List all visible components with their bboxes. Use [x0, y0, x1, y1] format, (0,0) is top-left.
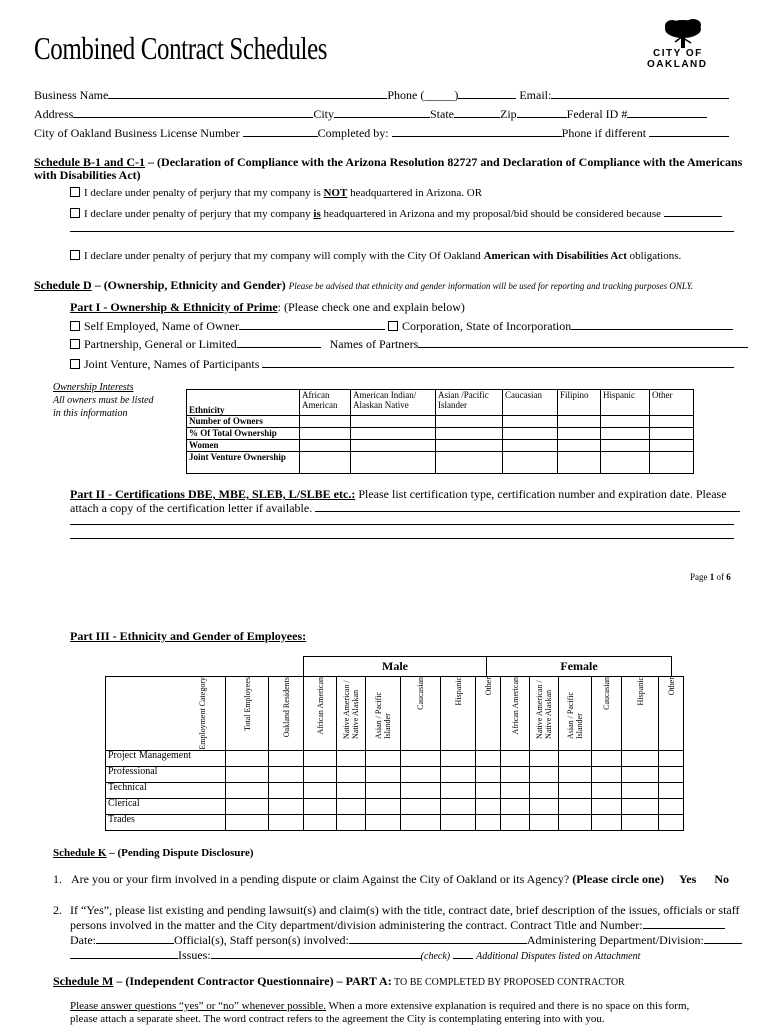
table-row — [187, 428, 694, 440]
table-cell[interactable] — [226, 766, 269, 782]
yes-option[interactable]: Yes — [678, 872, 697, 886]
logo-line1: CITY OF — [653, 48, 703, 59]
table-cell[interactable] — [304, 798, 337, 814]
schedule-b-option1 — [70, 187, 482, 199]
phone-diff-label: Phone if different — [561, 126, 647, 140]
officials-field[interactable] — [349, 933, 527, 944]
option3-text-em: American with Disabilities Act — [483, 250, 627, 262]
self-employed-label: Self Employed, Name of Owner — [84, 319, 239, 333]
row-label: Women — [187, 440, 300, 452]
phone-label: Phone (_____) — [387, 88, 459, 102]
gender-header-box — [303, 656, 672, 677]
table-cell[interactable] — [501, 814, 530, 830]
col-text: Native American / Native Alaskan — [535, 680, 553, 739]
part2-heading: Part II - Certifications DBE, MBE, SLEB, L/SLBE etc.: — [70, 487, 356, 501]
option3-checkbox[interactable] — [70, 250, 80, 260]
table-cell[interactable] — [226, 782, 269, 798]
table-cell[interactable] — [650, 428, 694, 440]
table-row — [187, 440, 694, 452]
issues-label: Issues: — [178, 948, 211, 962]
row-label: Clerical — [106, 798, 226, 814]
table-cell[interactable] — [622, 814, 659, 830]
schedule-m-instr1: Please answer questions “yes” or “no” whenever possible. — [70, 1000, 326, 1012]
table-cell[interactable] — [401, 814, 441, 830]
col-header — [501, 677, 530, 751]
col-text: Caucasian — [602, 677, 611, 710]
schedule-b-option2 — [70, 206, 722, 220]
table-cell[interactable] — [337, 766, 366, 782]
table-cell[interactable] — [269, 782, 304, 798]
col-header: Filipino — [558, 390, 601, 416]
table-cell[interactable] — [622, 782, 659, 798]
col-header: African American — [300, 390, 351, 416]
city-label: City — [313, 107, 334, 121]
col-text: Hispanic — [453, 677, 463, 706]
owners-note2: in this information — [53, 408, 128, 419]
officials-label: Official(s), Staff person(s) involved: — [174, 933, 349, 947]
table-cell[interactable] — [366, 798, 401, 814]
joint-venture-label: Joint Venture, Names of Participants — [84, 357, 260, 371]
col-header: American Indian/ Alaskan Native — [351, 390, 436, 416]
table-cell[interactable] — [659, 798, 684, 814]
state-label: State — [430, 107, 454, 121]
table-cell[interactable] — [441, 766, 476, 782]
corporation-checkbox[interactable] — [388, 321, 398, 331]
q1-number: 1. — [53, 872, 62, 886]
schedule-k-title: – (Pending Dispute Disclosure) — [106, 847, 254, 859]
schedule-k-header — [53, 847, 254, 859]
q1-circle: (Please circle one) — [569, 872, 664, 886]
completed-by-field[interactable] — [392, 126, 562, 137]
col-text: Native American / Native Alaskan — [342, 680, 360, 739]
ownership-header-row — [187, 390, 694, 416]
zip-label: Zip — [500, 107, 517, 121]
table-cell[interactable] — [622, 798, 659, 814]
corporation-label: Corporation, State of Incorporation — [401, 319, 572, 333]
business-info-row1 — [34, 88, 729, 103]
names-partners-label: Names of Partners — [329, 337, 419, 351]
table-cell[interactable] — [269, 798, 304, 814]
col-header: Asian /Pacific Islander — [436, 390, 503, 416]
col-header — [592, 677, 622, 751]
table-cell[interactable] — [659, 782, 684, 798]
table-cell[interactable] — [530, 750, 559, 766]
part1-header — [70, 300, 465, 315]
city-field[interactable] — [334, 107, 430, 118]
table-cell[interactable] — [366, 766, 401, 782]
table-cell[interactable] — [337, 798, 366, 814]
employee-table — [105, 676, 684, 831]
table-cell[interactable] — [592, 750, 622, 766]
table-cell[interactable] — [351, 428, 436, 440]
table-cell[interactable] — [503, 416, 558, 428]
table-cell[interactable] — [592, 766, 622, 782]
ethnicity-header: Ethnicity — [187, 390, 300, 416]
col-text: African American — [315, 677, 325, 735]
page-title: Combined Contract Schedules — [34, 30, 328, 66]
schedule-d-note: Please be advised that ethnicity and gender information will be used for reporting and tracking purposes ONLY. — [288, 281, 694, 291]
schedule-b-option3 — [70, 250, 681, 262]
participants-field[interactable] — [262, 357, 734, 368]
table-cell[interactable] — [659, 766, 684, 782]
table-cell[interactable] — [559, 798, 592, 814]
table-cell[interactable] — [476, 766, 501, 782]
q2-line4 — [70, 948, 640, 963]
issues-lead-field[interactable] — [70, 948, 178, 959]
row-label: Number of Owners — [187, 416, 300, 428]
table-row — [187, 416, 694, 428]
page-mid: of — [714, 572, 727, 582]
table-row — [106, 798, 684, 814]
col-header — [366, 677, 401, 751]
q2-line2 — [70, 918, 725, 933]
check-field[interactable] — [453, 948, 473, 959]
issues-field[interactable] — [211, 948, 421, 959]
partnership-label: Partnership, General or Limited — [84, 337, 237, 351]
table-cell[interactable] — [601, 416, 650, 428]
table-cell[interactable] — [559, 766, 592, 782]
table-row — [106, 814, 684, 830]
table-cell[interactable] — [441, 814, 476, 830]
col-header — [659, 677, 684, 751]
certification-line3[interactable] — [70, 538, 734, 539]
col-header — [401, 677, 441, 751]
table-cell[interactable] — [558, 440, 601, 452]
part2-line2 — [70, 501, 740, 516]
table-cell[interactable] — [300, 416, 351, 428]
col-text: Total Employees — [242, 677, 252, 731]
federal-id-label: Federal ID # — [566, 107, 628, 121]
partners-field[interactable] — [418, 337, 748, 348]
schedule-k-heading: Schedule K — [53, 847, 107, 859]
col-text: Caucasian — [416, 677, 425, 710]
table-cell[interactable] — [300, 428, 351, 440]
business-name-label: Business Name — [34, 88, 109, 102]
table-cell[interactable] — [476, 750, 501, 766]
table-cell[interactable] — [300, 452, 351, 474]
business-name-field[interactable] — [108, 88, 387, 99]
table-cell[interactable] — [304, 766, 337, 782]
zip-field[interactable] — [517, 107, 567, 118]
table-row — [106, 782, 684, 798]
state-field[interactable] — [454, 107, 500, 118]
business-info-row2 — [34, 107, 707, 122]
schedule-b-desc2: with Disabilities Act) — [34, 168, 141, 182]
col-text: Asian / Pacific Islander — [566, 691, 584, 739]
certification-line2[interactable] — [70, 524, 734, 525]
page-current: 1 — [709, 572, 715, 582]
option2-text-em: is — [313, 208, 321, 220]
option1-text-post: headquartered in Arizona. OR — [347, 187, 483, 199]
col-header: Caucasian — [503, 390, 558, 416]
table-cell[interactable] — [650, 452, 694, 474]
option3-text-post: obligations. — [626, 250, 682, 262]
table-cell[interactable] — [226, 750, 269, 766]
col-header — [476, 677, 501, 751]
table-cell[interactable] — [269, 750, 304, 766]
email-label: Email: — [519, 88, 552, 102]
city-logo — [645, 18, 719, 70]
row-label: Project Management — [106, 750, 226, 766]
table-cell[interactable] — [304, 814, 337, 830]
part3-heading: Part III - Ethnicity and Gender of Employees: — [70, 629, 307, 643]
table-cell[interactable] — [559, 750, 592, 766]
option2-text-post: headquartered in Arizona and my proposal/bid should be considered because — [320, 208, 662, 220]
option1-text-em: NOT — [323, 187, 348, 199]
table-cell[interactable] — [501, 750, 530, 766]
row-label: Trades — [106, 814, 226, 830]
part1-row2 — [70, 337, 748, 352]
table-cell[interactable] — [401, 782, 441, 798]
table-cell[interactable] — [558, 416, 601, 428]
male-header: Male — [382, 659, 408, 673]
table-cell[interactable] — [650, 440, 694, 452]
page-total: 6 — [726, 572, 731, 582]
col-header — [106, 677, 226, 751]
table-cell[interactable] — [503, 428, 558, 440]
table-cell[interactable] — [558, 428, 601, 440]
no-option[interactable]: No — [714, 872, 729, 886]
schedule-m-instr-line1 — [70, 1000, 689, 1012]
ownership-table — [186, 389, 694, 474]
table-cell[interactable] — [226, 798, 269, 814]
table-cell[interactable] — [601, 452, 650, 474]
schedule-d-header — [34, 278, 693, 293]
owner-name-field[interactable] — [239, 319, 385, 330]
option2-reason-line[interactable] — [70, 231, 734, 232]
completed-by-label: Completed by: — [317, 126, 389, 140]
table-cell[interactable] — [436, 416, 503, 428]
logo-line2: OAKLAND — [647, 59, 708, 70]
phone-diff-field[interactable] — [649, 126, 729, 137]
table-cell[interactable] — [366, 782, 401, 798]
col-text: Oakland Residents — [281, 677, 291, 738]
q1-row — [53, 872, 729, 887]
col-header — [304, 677, 337, 751]
table-cell[interactable] — [441, 750, 476, 766]
option2-checkbox[interactable] — [70, 208, 80, 218]
table-cell[interactable] — [366, 814, 401, 830]
schedule-b-desc1: – (Declaration of Compliance with the Arizona Resolution 82727 and Declaration of Compliance with the Americans — [145, 155, 743, 169]
col-header — [269, 677, 304, 751]
table-cell[interactable] — [436, 452, 503, 474]
table-cell[interactable] — [530, 766, 559, 782]
col-header — [622, 677, 659, 751]
table-cell[interactable] — [436, 440, 503, 452]
part1-row1 — [70, 319, 733, 334]
table-cell[interactable] — [351, 452, 436, 474]
schedule-m-header — [53, 974, 625, 989]
q2-line3 — [70, 933, 742, 948]
table-cell[interactable] — [269, 814, 304, 830]
schedule-d-heading: Schedule D — [34, 278, 92, 292]
page-prefix: Page — [690, 572, 710, 582]
table-cell[interactable] — [401, 766, 441, 782]
employee-header-row — [106, 677, 684, 751]
date-field[interactable] — [96, 933, 174, 944]
check-label: (check) — [420, 951, 451, 962]
table-cell[interactable] — [441, 798, 476, 814]
part2-text2: attach a copy of the certification letter if available. — [70, 501, 313, 515]
table-cell[interactable] — [401, 750, 441, 766]
table-cell[interactable] — [337, 750, 366, 766]
table-cell[interactable] — [592, 798, 622, 814]
table-cell[interactable] — [401, 798, 441, 814]
table-cell[interactable] — [559, 814, 592, 830]
partnership-checkbox[interactable] — [70, 339, 80, 349]
option3-text-pre: I declare under penalty of perjury that my company will comply with the City Of Oakland — [84, 250, 484, 262]
part2-header — [70, 487, 727, 502]
col-text: Other — [483, 677, 493, 696]
table-cell[interactable] — [226, 814, 269, 830]
schedule-m-title: – (Independent Contractor Questionnaire) – PART A: — [113, 974, 392, 988]
table-cell[interactable] — [558, 452, 601, 474]
partnership-field[interactable] — [237, 337, 321, 348]
q2-line1: If “Yes”, please list existing and pending lawsuit(s) and claim(s) with the title, contract date, brief description of the issues, officials or staff — [70, 903, 740, 917]
schedule-b-heading: Schedule B-1 and C-1 — [34, 155, 146, 169]
part1-heading: Part I - Ownership & Ethnicity of Prime — [70, 300, 278, 314]
table-cell[interactable] — [650, 416, 694, 428]
row-label: % Of Total Ownership — [187, 428, 300, 440]
table-cell[interactable] — [351, 416, 436, 428]
table-cell[interactable] — [300, 440, 351, 452]
row-label: Joint Venture Ownership — [187, 452, 300, 474]
table-row — [106, 766, 684, 782]
option2-text-pre: I declare under penalty of perjury that my company — [84, 208, 314, 220]
option1-text-pre: I declare under penalty of perjury that my company is — [84, 187, 324, 199]
option1-checkbox[interactable] — [70, 187, 80, 197]
row-label: Professional — [106, 766, 226, 782]
table-row — [187, 452, 694, 474]
table-cell[interactable] — [503, 440, 558, 452]
schedule-m-instr2: When a more extensive explanation is required and there is no space on this form, — [325, 1000, 690, 1012]
col-text: Asian / Pacific Islander — [374, 691, 392, 739]
table-cell[interactable] — [436, 428, 503, 440]
table-cell[interactable] — [476, 782, 501, 798]
part1-row3 — [70, 357, 734, 372]
owners-note1: All owners must be listed — [53, 395, 154, 406]
col-header — [530, 677, 559, 751]
table-cell[interactable] — [476, 798, 501, 814]
table-cell[interactable] — [501, 782, 530, 798]
table-cell[interactable] — [559, 782, 592, 798]
table-cell[interactable] — [592, 782, 622, 798]
self-employed-checkbox[interactable] — [70, 321, 80, 331]
col-header — [337, 677, 366, 751]
schedule-d-title: – (Ownership, Ethnicity and Gender) — [91, 278, 286, 292]
table-cell[interactable] — [476, 814, 501, 830]
table-cell[interactable] — [659, 814, 684, 830]
table-cell[interactable] — [530, 798, 559, 814]
row-label: Technical — [106, 782, 226, 798]
schedule-m-instr-line2: please attach a separate sheet. The word contract refers to the agreement the City is contemplating entering into with you. — [70, 1013, 605, 1025]
q2-line2-text: persons involved in the matter and the City department/division administering the contract. Contract Title and Number: — [70, 918, 643, 932]
table-cell[interactable] — [503, 452, 558, 474]
col-header — [441, 677, 476, 751]
table-cell[interactable] — [337, 814, 366, 830]
q1-text: Are you or your firm involved in a pending dispute or claim Against the City of Oakland or its Agency? — [71, 872, 570, 886]
q2-number: 2. — [53, 903, 62, 917]
table-cell[interactable] — [351, 440, 436, 452]
col-text: Other — [666, 677, 676, 696]
col-header: Hispanic — [601, 390, 650, 416]
table-cell[interactable] — [337, 782, 366, 798]
female-header: Female — [560, 659, 598, 673]
admin-dept-label: Administering Department/Division: — [526, 933, 704, 947]
business-info-row3 — [34, 126, 729, 141]
table-cell[interactable] — [622, 766, 659, 782]
table-cell[interactable] — [366, 750, 401, 766]
table-cell[interactable] — [304, 782, 337, 798]
part1-note: : (Please check one and explain below) — [277, 300, 465, 314]
col-header: Other — [650, 390, 694, 416]
table-cell[interactable] — [601, 428, 650, 440]
table-cell[interactable] — [601, 440, 650, 452]
certification-field[interactable] — [315, 501, 740, 512]
col-header — [226, 677, 269, 751]
joint-venture-checkbox[interactable] — [70, 359, 80, 369]
email-field[interactable] — [551, 88, 729, 99]
part2-text1: Please list certification type, certification number and expiration date. Please — [355, 487, 727, 501]
table-cell[interactable] — [441, 782, 476, 798]
schedule-m-subtitle: TO BE COMPLETED BY PROPOSED CONTRACTOR — [391, 977, 625, 988]
license-label: City of Oakland Business License Number — [34, 126, 240, 140]
page-number — [690, 572, 731, 582]
license-field[interactable] — [243, 126, 318, 137]
table-cell[interactable] — [530, 782, 559, 798]
oak-tree-icon — [663, 18, 703, 50]
ownership-interests-label: Ownership Interests — [53, 382, 134, 393]
table-cell[interactable] — [592, 814, 622, 830]
federal-id-field[interactable] — [627, 107, 707, 118]
col-text: Employment Category — [198, 677, 207, 750]
phone-field[interactable] — [458, 88, 516, 99]
table-cell[interactable] — [269, 766, 304, 782]
table-cell[interactable] — [622, 750, 659, 766]
option2-reason-field[interactable] — [664, 206, 722, 217]
table-cell[interactable] — [659, 750, 684, 766]
col-header — [559, 677, 592, 751]
address-field[interactable] — [73, 107, 313, 118]
table-cell[interactable] — [530, 814, 559, 830]
address-label: Address — [34, 107, 74, 121]
table-row — [106, 750, 684, 766]
date-label: Date: — [70, 933, 96, 947]
incorporation-field[interactable] — [571, 319, 733, 330]
schedule-m-heading: Schedule M — [53, 974, 114, 988]
table-cell[interactable] — [304, 750, 337, 766]
contract-title-field[interactable] — [643, 918, 725, 929]
col-text: Hispanic — [635, 677, 645, 706]
admin-dept-field[interactable] — [704, 933, 742, 944]
col-text: African American — [510, 677, 520, 735]
table-cell[interactable] — [501, 798, 530, 814]
table-cell[interactable] — [501, 766, 530, 782]
additional-label: Additional Disputes listed on Attachment — [476, 951, 641, 962]
